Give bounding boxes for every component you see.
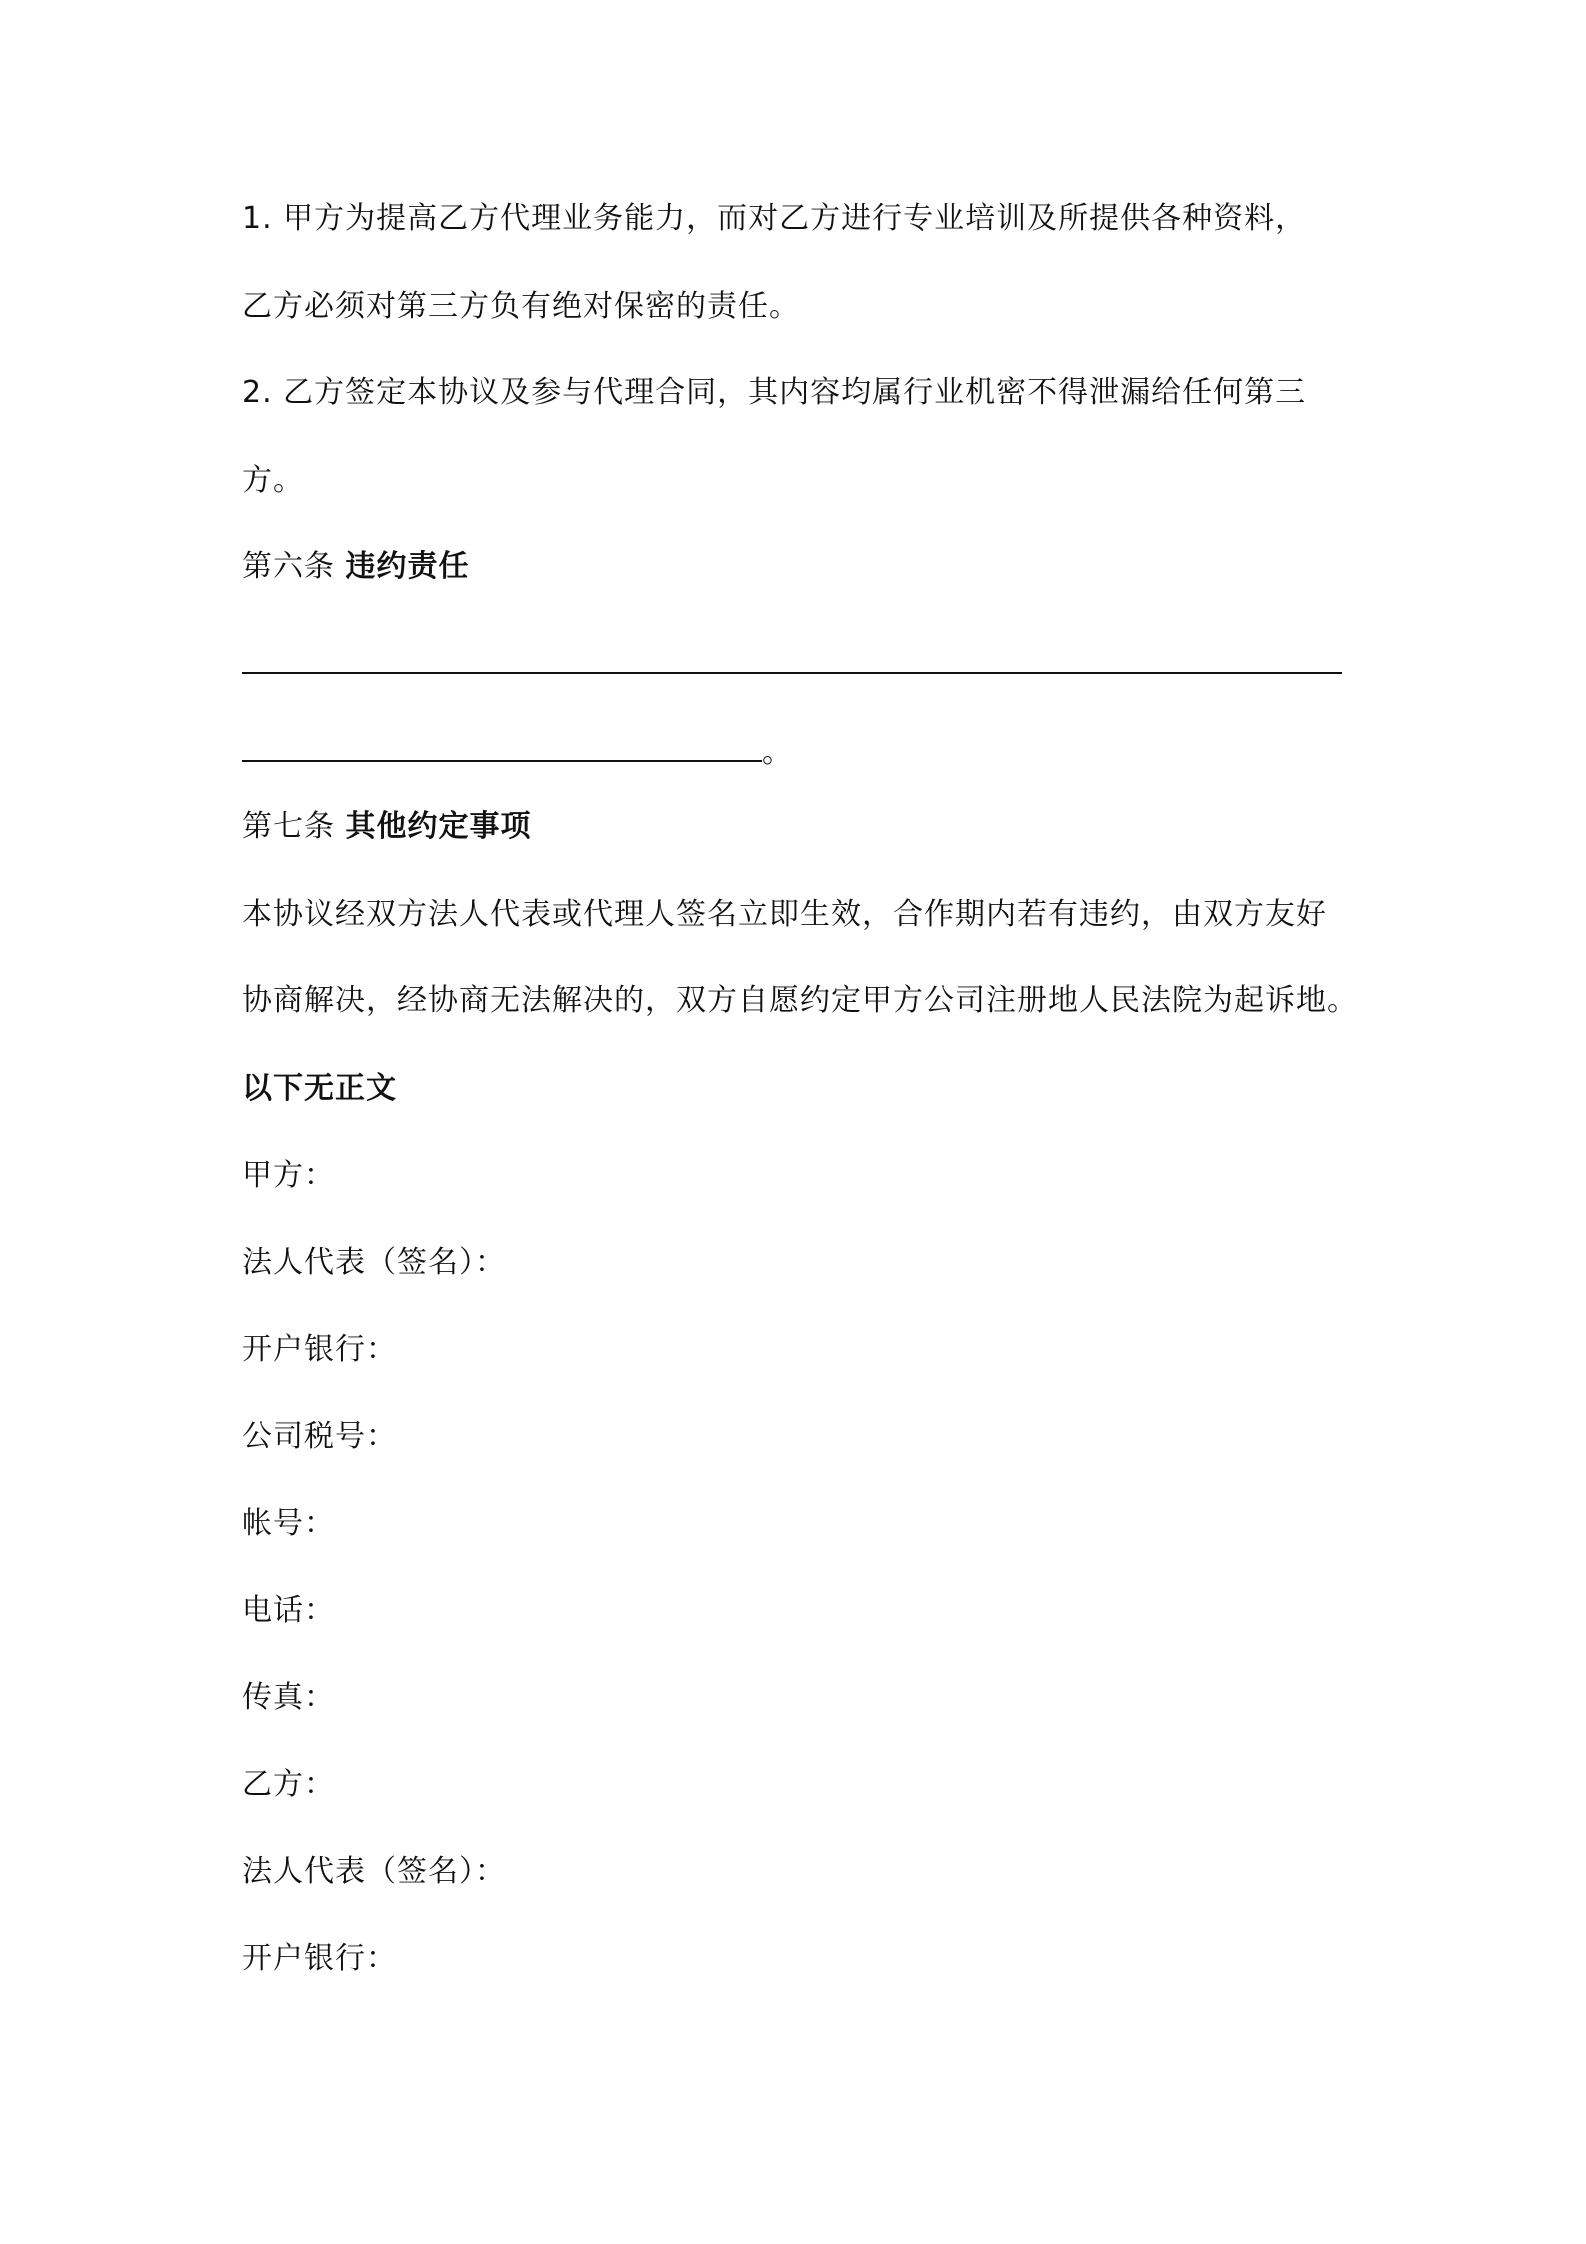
party-a-bank: 开户银行： xyxy=(242,1332,397,1367)
article6-heading xyxy=(242,547,470,587)
end-note: 以下无正文 xyxy=(242,1071,397,1106)
party-a-tax-no: 公司税号： xyxy=(242,1419,397,1454)
party-a-label: 甲方： xyxy=(242,1158,335,1193)
party-b-legal-rep: 法人代表（签名）： xyxy=(242,1854,506,1889)
party-b-label: 乙方： xyxy=(242,1767,335,1802)
article7-body-line2: 协商解决，经协商无法解决的，双方自愿约定甲方公司注册地人民法院为起诉地。 xyxy=(242,983,1358,1018)
party-a-phone: 电话： xyxy=(242,1593,335,1628)
party-a-legal-rep: 法人代表（签名）： xyxy=(242,1245,506,1280)
fill-in-blank xyxy=(242,738,762,762)
article5-item2-line2: 方。 xyxy=(242,463,304,498)
article5-item1-line2: 乙方必须对第三方负有绝对保密的责任。 xyxy=(242,289,800,324)
article7-number: 第七条 xyxy=(242,809,335,844)
party-b-bank: 开户银行： xyxy=(242,1941,397,1976)
article6-number: 第六条 xyxy=(242,549,335,584)
party-a-fax: 传真： xyxy=(242,1680,335,1715)
article7-title: 其他约定事项 xyxy=(345,809,532,844)
article6-title: 违约责任 xyxy=(345,549,470,584)
article7-heading xyxy=(242,807,532,847)
article5-item1-line1: 1. 甲方为提高乙方代理业务能力，而对乙方进行专业培训及所提供各种资料， xyxy=(242,201,1307,236)
article6-blank-line2 xyxy=(242,733,793,773)
article6-blank-line1 xyxy=(242,645,1342,685)
article5-item2-line1: 2. 乙方签定本协议及参与代理合同，其内容均属行业机密不得泄漏给任何第三 xyxy=(242,375,1307,410)
blank-end-mark: 。 xyxy=(762,735,793,770)
article7-body-line1: 本协议经双方法人代表或代理人签名立即生效，合作期内若有违约，由双方友好 xyxy=(242,897,1327,932)
party-a-account: 帐号： xyxy=(242,1506,335,1541)
fill-in-blank xyxy=(242,650,1342,674)
